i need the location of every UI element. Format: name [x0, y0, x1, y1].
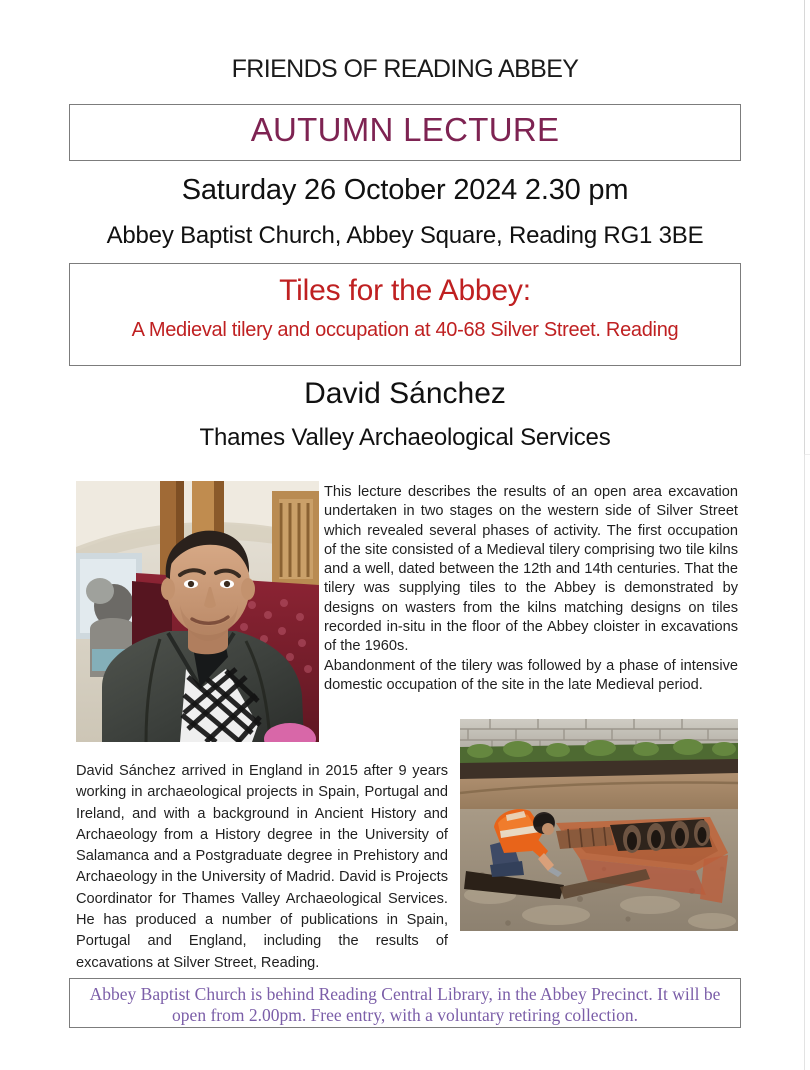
speaker-organisation: Thames Valley Archaeological Services	[199, 424, 611, 451]
organisation-heading: FRIENDS OF READING ABBEY	[231, 55, 579, 83]
event-venue: Abbey Baptist Church, Abbey Square, Reading RG1 3BE	[106, 222, 704, 249]
venue-note-box	[69, 978, 741, 1028]
lecture-title: Tiles for the Abbey:	[279, 274, 531, 307]
excavation-photo	[460, 719, 738, 931]
bio-paragraph: David Sánchez arrived in England in 2015 after 9 years working in archaeological projects in Spain, Portugal and Ireland, and with a background in Ancient History and Archaeology from a History degree in the University of Salamanca and a Postgraduate degree in Prehistory and Archaeology in the University of Madrid. David is Projects Coordinator for Thames Valley Archaeological Services. He has produced a number of publications in Spain, Portugal and England, including the results of excavations at Silver Street, Reading.	[76, 763, 448, 971]
event-date: Saturday 26 October 2024 2.30 pm	[181, 174, 629, 206]
vertical-scrollbar-thumb[interactable]	[804, 0, 810, 455]
speaker-biography	[76, 761, 448, 974]
venue-note-text: Abbey Baptist Church is behind Reading Central Library, in the Abbey Precinct. It will be open from 2.00pm. Free entry, with a voluntary retiring collection.	[89, 984, 721, 1025]
lecture-subtitle: A Medieval tilery and occupation at 40-68 Silver Street. Reading	[131, 319, 679, 341]
speaker-portrait-photo	[76, 481, 319, 742]
lecture-title-box	[69, 263, 741, 366]
autumn-lecture-banner	[69, 104, 741, 161]
banner-title: AUTUMN LECTURE	[250, 111, 560, 148]
lecture-description	[324, 483, 738, 695]
speaker-name: David Sánchez	[304, 377, 506, 410]
lecture-paragraph-1: This lecture describes the results of an open area excavation undertaken in two stages on the western side of Silver Street which revealed several phases of activity. The first occupation of the site consisted of a Medieval tilery comprising two tile kilns and a well, dated between the 12th and 14th centuries. That the tilery was supplying tiles to the Abbey is demonstrated by designs on wasters from the kilns matching designs on tiles recorded in-situ in the floor of the Abbey cloister in excavations of the 1960s.	[324, 484, 738, 655]
vertical-scrollbar-track[interactable]	[804, 0, 810, 1070]
lecture-paragraph-2: Abandonment of the tilery was followed by a phase of intensive domestic occupation of the site in the late Medieval period.	[324, 657, 738, 693]
